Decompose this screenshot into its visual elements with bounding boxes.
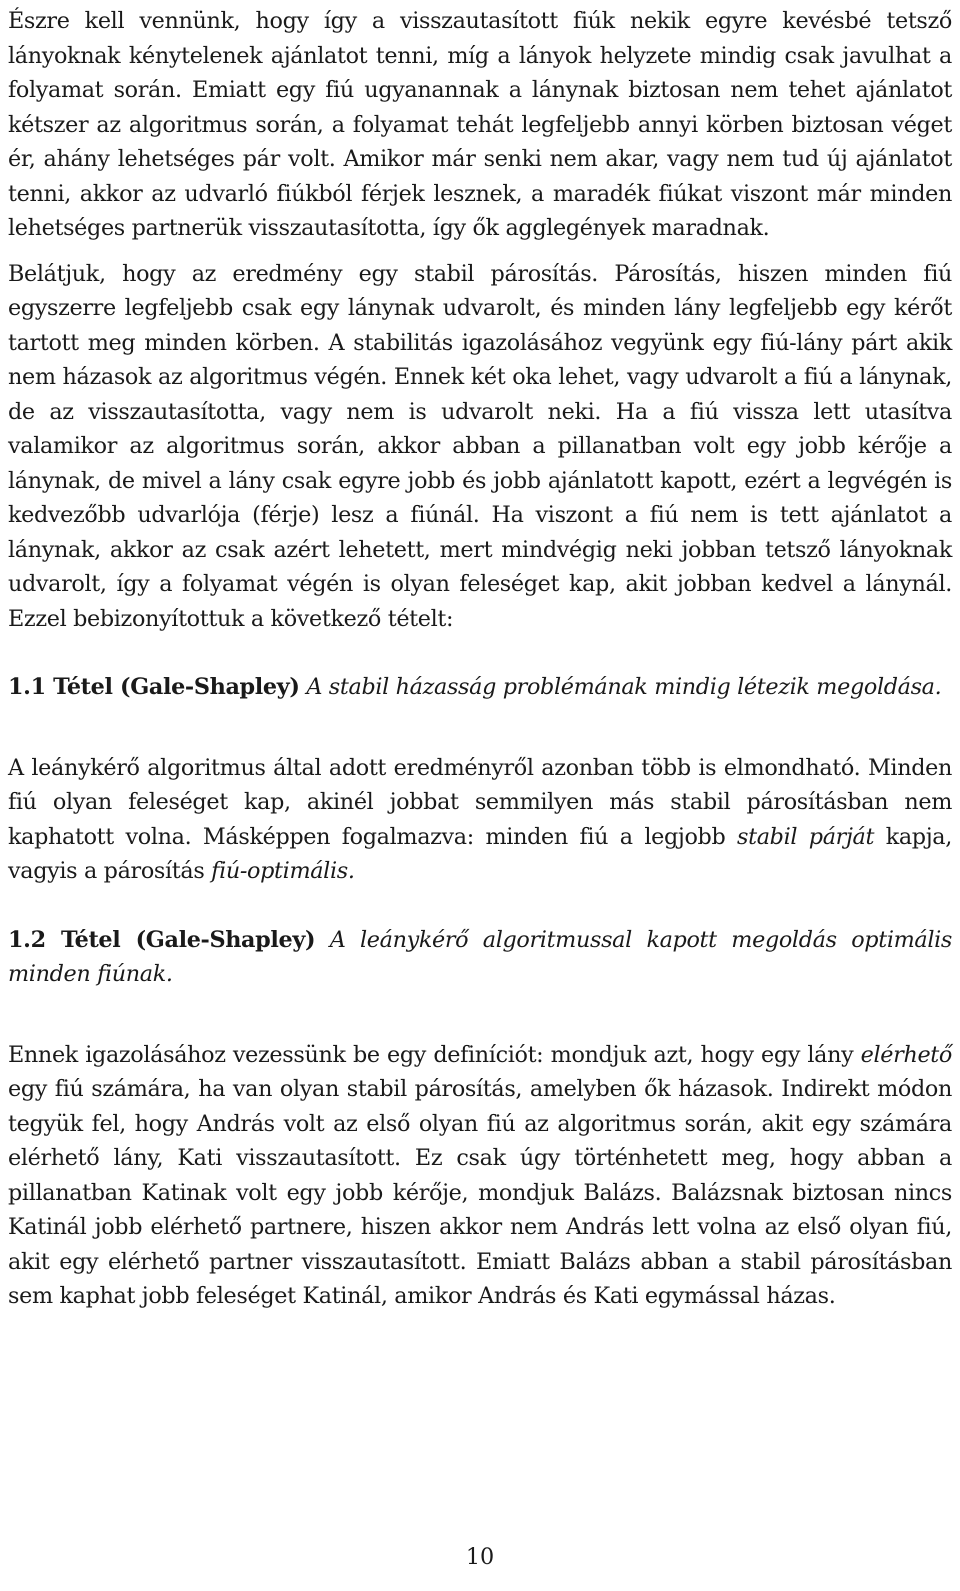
paragraph-boy-optimal-text-b: kapja, vagyis a párosítás <box>8 823 952 884</box>
paragraph-boy-optimal <box>8 751 952 889</box>
paragraph-termination: Észre kell vennünk, hogy így a visszautasított fiúk nekik egyre kevésbé tetsző lányoknak kénytelenek ajánlatot tenni, míg a lányok helyzete mindig csak javulhat a folyamat során. Emiatt egy fiú ugyanannak a lánynak biztosan nem tehet ajánlatot kétszer az algoritmus során, a folyamat tehát legfeljebb annyi körben biztosan véget ér, ahány lehetséges pár volt. Amikor már senki nem akar, vagy nem tud új ajánlatot tenni, akkor az udvarló fiúkból férjek lesznek, a maradék fiúkat viszont már minden lehetséges partnerük visszautasította, így ők agglegények maradnak. <box>8 8 952 241</box>
emphasis-boy-optimal: fiú-optimális. <box>211 858 355 884</box>
emphasis-reachable: elérhető <box>860 1041 952 1068</box>
paragraph-proof-text-a: Ennek igazolásához vezessünk be egy definíciót: mondjuk azt, hogy egy lány <box>8 1041 861 1068</box>
paragraph-proof-text-b: egy fiú számára, ha van olyan stabil párosítás, amelyben ők házasok. Indirekt módon tegyük fel, hogy András volt az első olyan fiú az algoritmus során, akit egy számára elérhető lány, Kati visszautasított. Ez csak úgy történhetett meg, hogy abban a pillanatban Katinak volt egy jobb kérője, mondjuk Balázs. Balázsnak biztosan nincs Katinál jobb elérhető partnere, hiszen akkor nem András lett volna az első olyan fiú, akit egy elérhető partner visszautasított. Emiatt Balázs abban a stabil párosításban sem kaphat jobb feleséget Katinál, amikor András és Kati egymással házas. <box>8 1076 952 1309</box>
emphasis-stable-partner: stabil párját <box>737 823 875 850</box>
page-body <box>8 4 952 1314</box>
paragraph-boy-optimal-text-a: A leánykérő algoritmus által adott eredményről azonban több is elmondható. Minden fiú olyan feleséget kap, akinél jobbat semmilyen más stabil párosításban nem kaphatott volna. Másképpen fogalmazva: minden fiú a legjobb <box>8 754 952 850</box>
theorem-1-1-head: 1.1 Tétel (Gale-Shapley) <box>8 674 300 700</box>
theorem-1-2 <box>8 923 952 992</box>
theorem-1-2-statement: A leánykérő algoritmussal kapott megoldás optimális minden fiúnak. <box>8 926 952 987</box>
theorem-1-2-head: 1.2 Tétel (Gale-Shapley) <box>8 926 316 953</box>
theorem-1-1-statement: A stabil házasság problémának mindig létezik megoldása. <box>306 674 942 700</box>
page-number: 10 <box>465 1544 495 1570</box>
paragraph-stability-proof: Belátjuk, hogy az eredmény egy stabil párosítás. Párosítás, hiszen minden fiú egyszerre legfeljebb csak egy lánynak udvarolt, és minden lány legfeljebb egy kérőt tartott meg minden körben. A stabilitás igazolásához vegyünk egy fiú-lány párt akik nem házasok az algoritmus végén. Ennek két oka lehet, vagy udvarolt a fiú a lánynak, de az visszautasította, vagy nem is udvarolt neki. Ha a fiú vissza lett utasítva valamikor az algoritmus során, akkor abban a pillanatban volt egy jobb kérője a lánynak, de mivel a lány csak egyre jobb és jobb ajánlatott kapott, ezért a legvégén is kedvezőbb udvarlója (férje) lesz a fiúnál. Ha viszont a fiú nem is tett ajánlatot a lánynak, akkor az csak azért lehetett, mert mindvégig neki jobban tetsző lányoknak udvarolt, így a folyamat végén is olyan feleséget kap, akit jobban kedvel a lánynál. Ezzel bebizonyítottuk a következő tételt: <box>8 260 952 632</box>
theorem-1-1 <box>8 670 952 705</box>
paragraph-proof-optimal <box>8 1038 952 1314</box>
